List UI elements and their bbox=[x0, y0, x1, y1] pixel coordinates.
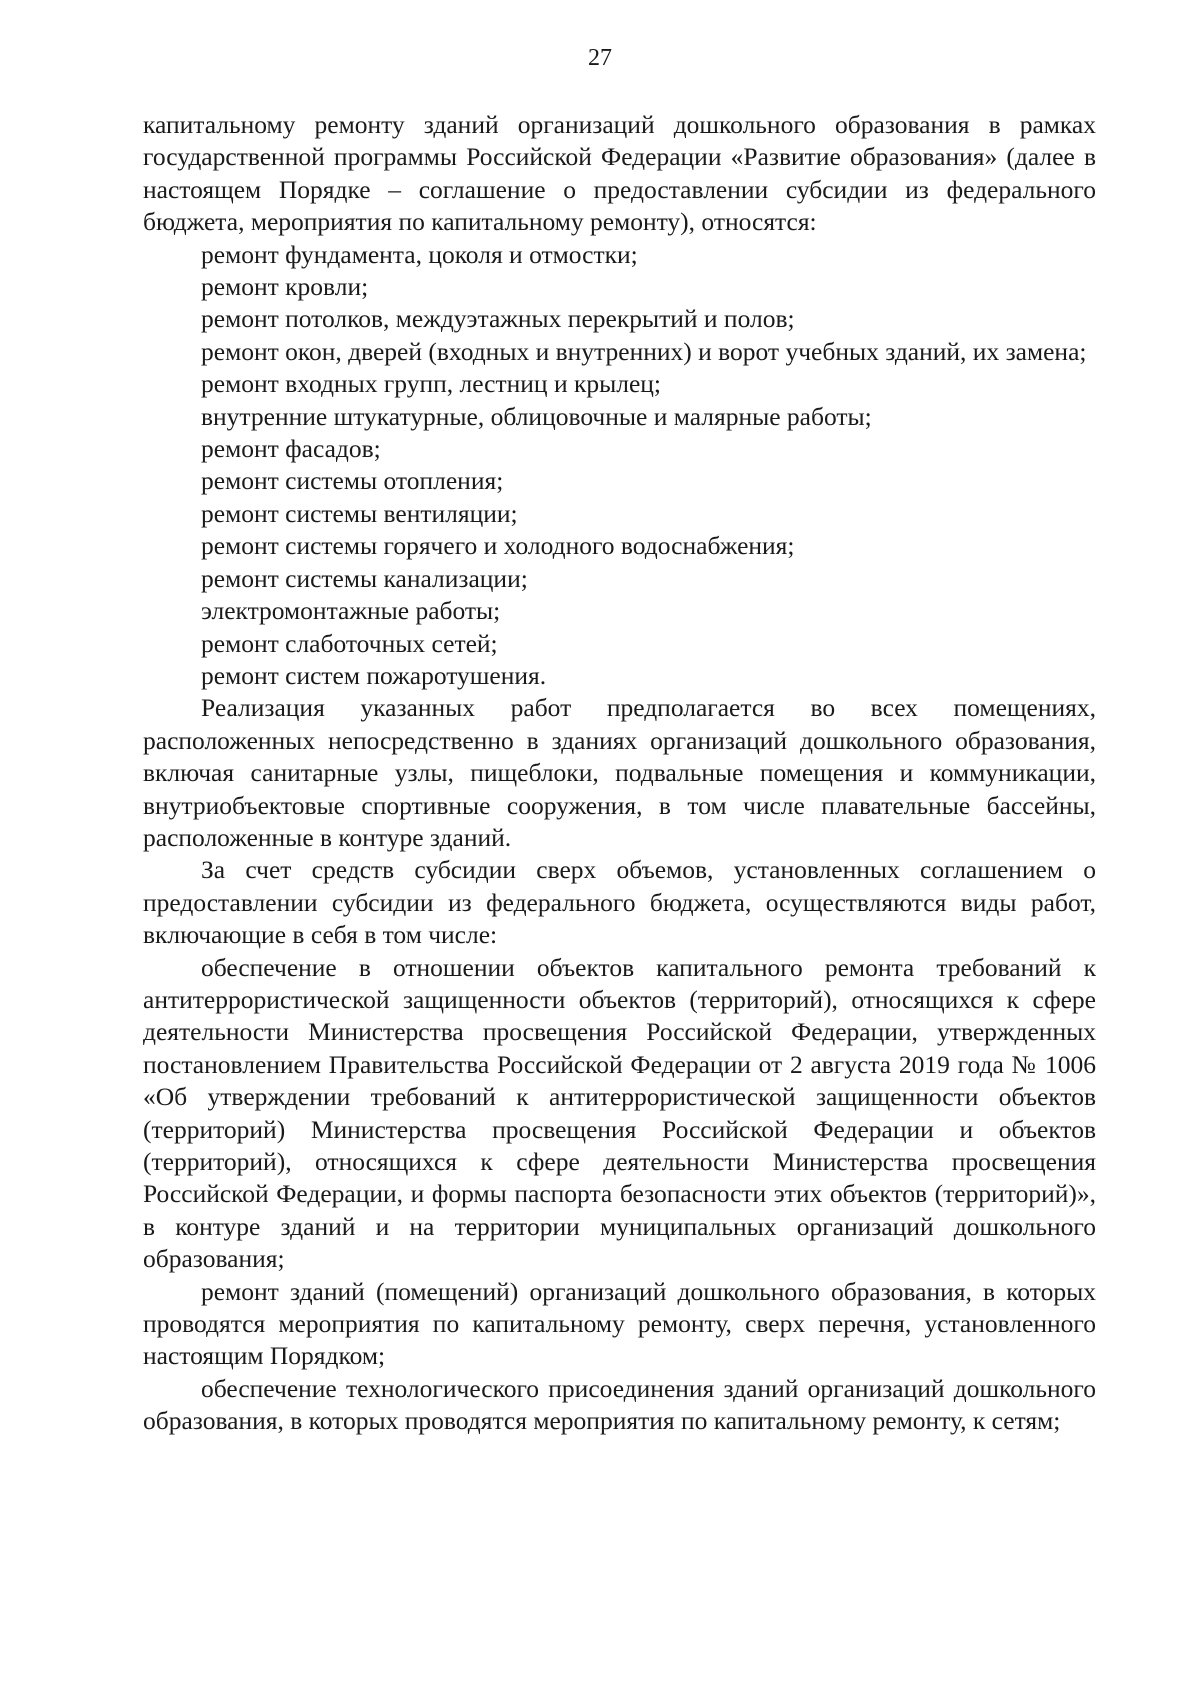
list-item: ремонт систем пожаротушения. bbox=[201, 660, 547, 690]
list-item: ремонт входных групп, лестниц и крылец; bbox=[201, 369, 662, 399]
list-item: ремонт системы отопления; bbox=[201, 466, 504, 496]
list-item: ремонт системы горячего и холодного водоснабжения; bbox=[201, 531, 795, 561]
list-item: обеспечение в отношении объектов капитального ремонта требований к антитеррористической защищенности объектов (территорий), относящихся к сфере деятельности Министерства просвещения Российской Федерации, утвержденных постановлением Правительства Российской Федерации от 2 августа 2019 года № 1006 «Об утверждении требований к антитеррористической защищенности объектов (территорий) Министерства просвещения Российской Федерации и объектов (территорий), относящихся к сфере деятельности Министерства просвещения Российской Федерации, и формы паспорта безопасности этих объектов (территорий)», в контуре зданий и на территории муниципальных организаций дошкольного образования; bbox=[143, 952, 1096, 1274]
list-item: ремонт системы вентиляции; bbox=[201, 498, 518, 528]
list-item: внутренние штукатурные, облицовочные и малярные работы; bbox=[201, 401, 872, 431]
paragraph: капитальному ремонту зданий организаций дошкольного образования в рамках государственной программы Российской Федерации «Развитие образования» (далее в настоящем Порядке – соглашение о предоставлении субсидии из федерального бюджета, мероприятия по капитальному ремонту), относятся: bbox=[143, 110, 1096, 237]
list-item: ремонт зданий (помещений) организаций дошкольного образования, в которых проводятся мероприятия по капитальному ремонту, сверх перечня, установленного настоящим Порядком; bbox=[143, 1276, 1096, 1371]
list-item: ремонт фасадов; bbox=[201, 434, 381, 464]
list-item: обеспечение технологического присоединения зданий организаций дошкольного образования, в которых проводятся мероприятия по капитальному ремонту, к сетям; bbox=[143, 1373, 1096, 1436]
list-item: ремонт фундамента, цоколя и отмостки; bbox=[201, 239, 638, 269]
list-item: электромонтажные работы; bbox=[201, 596, 501, 626]
paragraph: Реализация указанных работ предполагается во всех помещениях, расположенных непосредственно в зданиях организаций дошкольного образования, включая санитарные узлы, пищеблоки, подвальные помещения и коммуникации, внутриобъектовые спортивные сооружения, в том числе плавательные бассейны, расположенные в контуре зданий. bbox=[143, 693, 1096, 852]
list-item: ремонт системы канализации; bbox=[201, 563, 528, 593]
page-number: 27 bbox=[588, 45, 612, 71]
document-body bbox=[143, 109, 1096, 1438]
list-item: ремонт слаботочных сетей; bbox=[201, 628, 498, 658]
list-item: ремонт потолков, междуэтажных перекрытий и полов; bbox=[201, 304, 795, 334]
list-item: ремонт кровли; bbox=[201, 272, 369, 302]
paragraph: За счет средств субсидии сверх объемов, установленных соглашением о предоставлении субсидии из федерального бюджета, осуществляются виды работ, включающие в себя в том числе: bbox=[143, 855, 1096, 950]
list-item: ремонт окон, дверей (входных и внутренних) и ворот учебных зданий, их замена; bbox=[201, 336, 1087, 366]
